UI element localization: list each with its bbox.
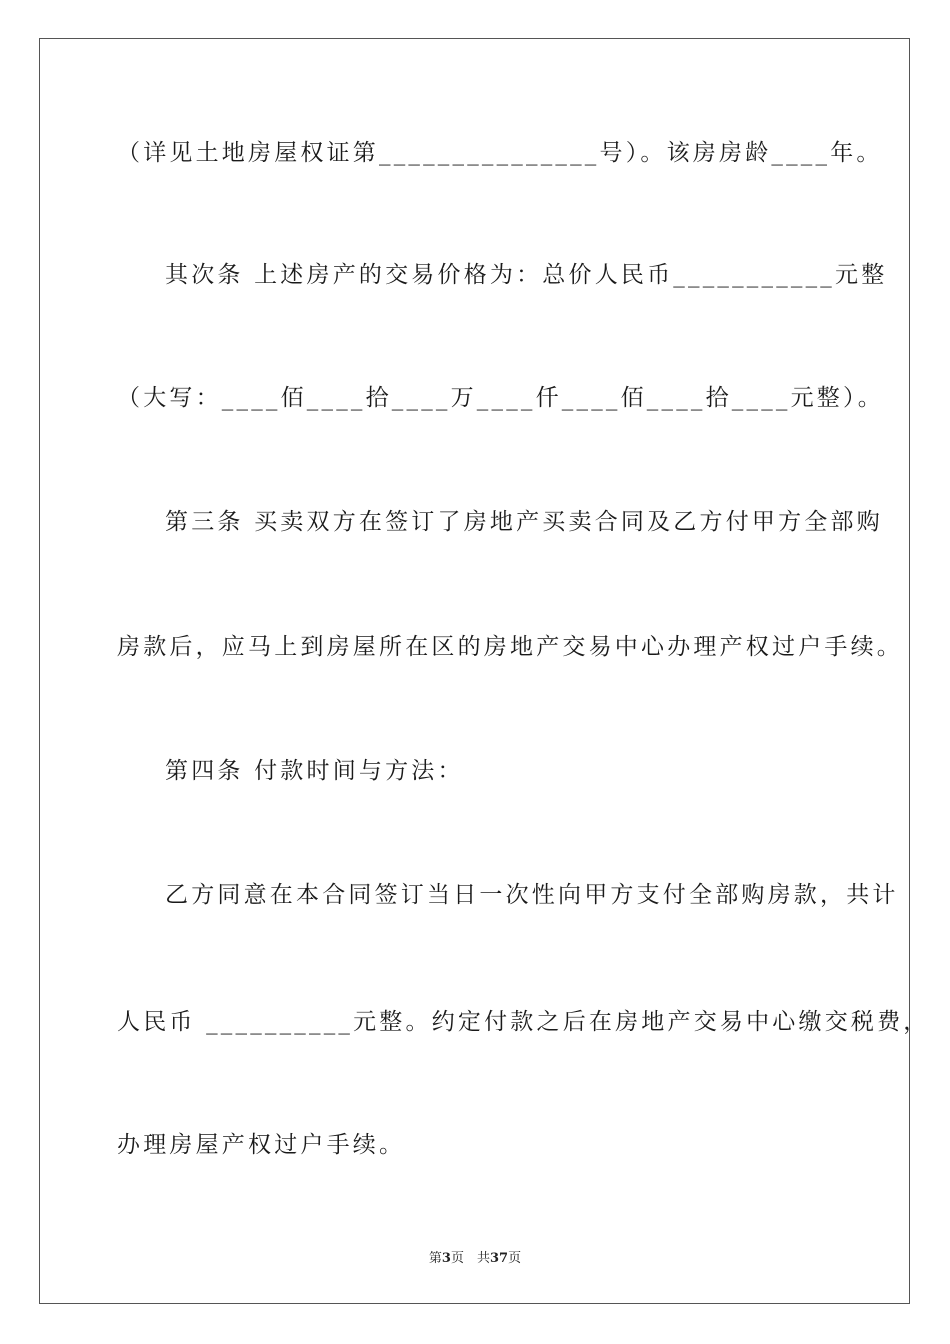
text-line-8: 人民币 __________元整。约定付款之后在房地产交易中心缴交税费， (117, 1009, 930, 1035)
text-line-5: 房款后，应马上到房屋所在区的房地产交易中心办理产权过户手续。 (117, 634, 903, 660)
footer-total-pages: 37 (489, 1251, 509, 1266)
footer-current-page: 3 (441, 1251, 451, 1266)
footer-mid: 页 共 (450, 1251, 490, 1266)
text-line-9: 办理房屋产权过户手续。 (117, 1132, 406, 1158)
text-line-3: （大写：____佰____拾____万____仟____佰____拾____元整）。 (117, 385, 884, 411)
text-line-1: （详见土地房屋权证第_______________号）。该房房龄____年。 (117, 140, 883, 166)
page-footer (0, 1247, 950, 1266)
text-line-7: 乙方同意在本合同签订当日一次性向甲方支付全部购房款，共计 (165, 882, 899, 908)
footer-suffix: 页 (508, 1251, 522, 1266)
footer-prefix: 第 (428, 1251, 442, 1266)
text-line-2: 其次条 上述房产的交易价格为：总价人民币___________元整 (165, 262, 888, 288)
page-border (39, 38, 930, 1304)
text-line-6: 第四条 付款时间与方法： (165, 758, 464, 784)
text-line-4: 第三条 买卖双方在签订了房地产买卖合同及乙方付甲方全部购 (165, 509, 883, 535)
